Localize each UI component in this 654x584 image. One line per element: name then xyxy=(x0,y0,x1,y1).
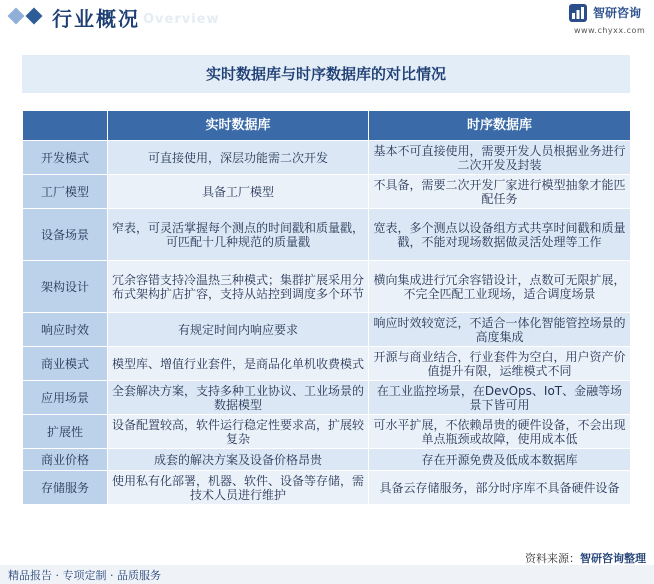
timeseries-cell: 不具备，需要二次开发厂家进行模型抽象才能匹配任务 xyxy=(369,175,631,209)
page-footer xyxy=(0,548,654,584)
timeseries-cell: 横向集成进行冗余容错设计，点数可无限扩展，不完全匹配工业现场，适合调度场景 xyxy=(369,261,631,313)
row-label: 设备场景 xyxy=(23,209,108,261)
page-header xyxy=(0,0,654,40)
row-label: 应用场景 xyxy=(23,381,108,415)
source-prefix: 资料来源： xyxy=(525,552,580,565)
realtime-cell: 全套解决方案，支持多种工业协议、工业场景的数据模型 xyxy=(108,381,369,415)
source-note xyxy=(525,550,646,566)
realtime-cell: 有规定时间内响应要求 xyxy=(108,313,369,347)
table-row xyxy=(23,471,631,505)
table-row xyxy=(23,141,631,175)
row-label: 商业模式 xyxy=(23,347,108,381)
column-header-timeseries: 时序数据库 xyxy=(369,111,631,141)
realtime-cell: 具备工厂模型 xyxy=(108,175,369,209)
diamond-icon xyxy=(8,8,25,25)
row-label: 扩展性 xyxy=(23,415,108,449)
table-row xyxy=(23,381,631,415)
row-label: 工厂模型 xyxy=(23,175,108,209)
row-label: 响应时效 xyxy=(23,313,108,347)
timeseries-cell: 在工业监控场景，在DevOps、IoT、金融等场景下皆可用 xyxy=(369,381,631,415)
table-row xyxy=(23,261,631,313)
footer-services: 精品报告 · 专项定制 · 品质服务 xyxy=(8,569,161,582)
realtime-cell: 模型库、增值行业套件，是商品化单机收费模式 xyxy=(108,347,369,381)
row-label: 存储服务 xyxy=(23,471,108,505)
timeseries-cell: 基本不可直接使用，需要开发人员根据业务进行二次开发及封装 xyxy=(369,141,631,175)
table-row xyxy=(23,175,631,209)
realtime-cell: 使用私有化部署，机器、软件、设备等存储，需技术人员进行维护 xyxy=(108,471,369,505)
table-title: 实时数据库与时序数据库的对比情况 xyxy=(22,55,630,93)
timeseries-cell: 存在开源免费及低成本数据库 xyxy=(369,449,631,471)
source-name: 智研咨询整理 xyxy=(580,552,646,565)
timeseries-cell: 具备云存储服务，部分时序库不具备硬件设备 xyxy=(369,471,631,505)
realtime-cell: 窄表，可灵活掌握每个测点的时间戳和质量戳，可匹配十几种规范的质量戳 xyxy=(108,209,369,261)
comparison-table xyxy=(22,110,631,505)
table-row xyxy=(23,209,631,261)
realtime-cell: 可直接使用，深层功能需二次开发 xyxy=(108,141,369,175)
table-header-row xyxy=(23,111,631,141)
brand-logo-icon xyxy=(569,4,587,22)
section-title: 行业概况 xyxy=(52,7,140,31)
table-row xyxy=(23,449,631,471)
timeseries-cell: 开源与商业结合，行业套件为空白，用户资产价值提升有限，运维模式不同 xyxy=(369,347,631,381)
diamond-icon xyxy=(26,8,43,25)
timeseries-cell: 响应时效较宽泛，不适合一体化智能管控场景的高度集成 xyxy=(369,313,631,347)
realtime-cell: 冗余容错支持冷温热三种模式；集群扩展采用分布式架构扩店扩容，支持从站控到调度多个环节 xyxy=(108,261,369,313)
table-row xyxy=(23,415,631,449)
realtime-cell: 设备配置较高，软件运行稳定性要求高，扩展较复杂 xyxy=(108,415,369,449)
table-row xyxy=(23,313,631,347)
timeseries-cell: 宽表，多个测点以设备组方式共享时间戳和质量戳，不能对现场数据做灵活处理等工作 xyxy=(369,209,631,261)
row-label: 开发模式 xyxy=(23,141,108,175)
footer-bar xyxy=(0,565,654,584)
row-label: 架构设计 xyxy=(23,261,108,313)
brand-website: www.chyxx.com xyxy=(574,26,646,35)
row-label: 商业价格 xyxy=(23,449,108,471)
brand-name: 智研咨询 xyxy=(593,6,642,20)
header-decoration xyxy=(10,10,46,22)
section-subtitle: Overview xyxy=(143,12,220,27)
realtime-cell: 成套的解决方案及设备价格昂贵 xyxy=(108,449,369,471)
header-corner xyxy=(23,111,108,141)
timeseries-cell: 可水平扩展，不依赖昂贵的硬件设备，不会出现单点瓶颈或故障，使用成本低 xyxy=(369,415,631,449)
table-row xyxy=(23,347,631,381)
column-header-realtime: 实时数据库 xyxy=(108,111,369,141)
